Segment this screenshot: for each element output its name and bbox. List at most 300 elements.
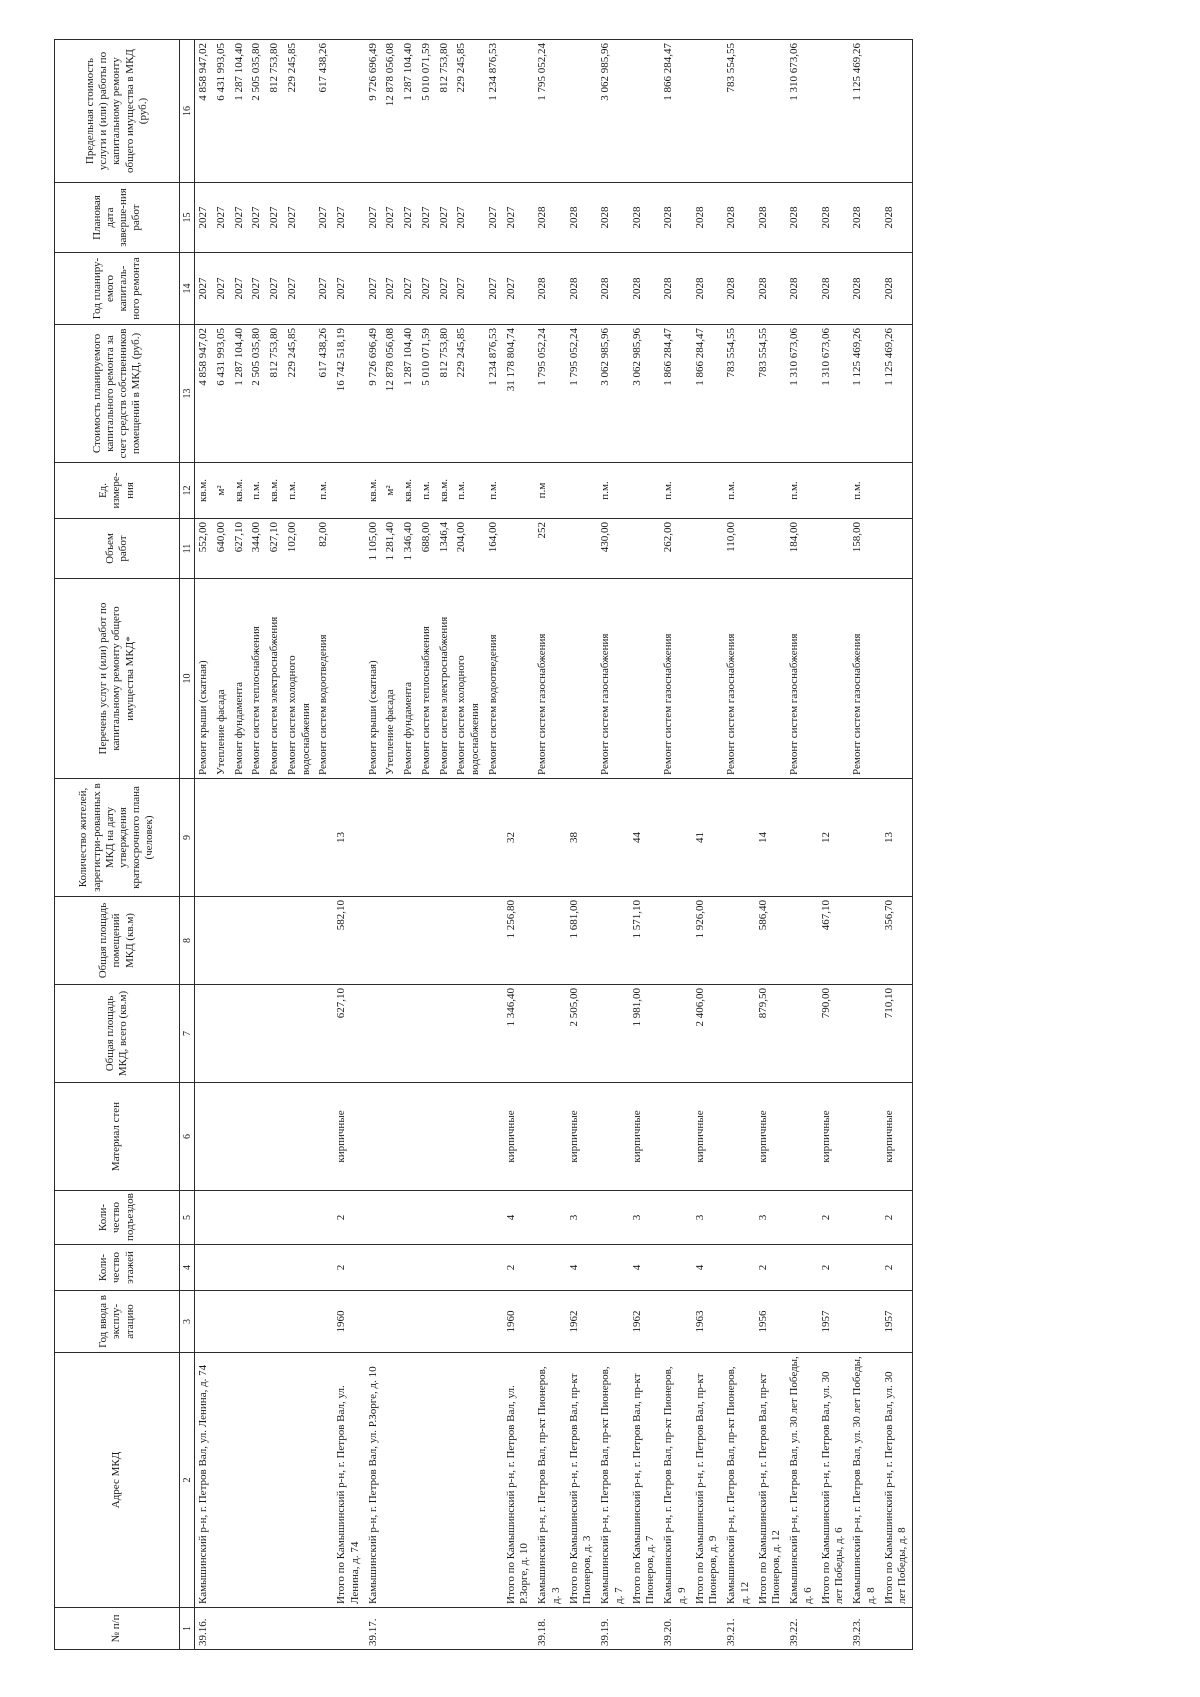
cell-repair-year: 2027 xyxy=(453,253,485,325)
cell-floors: 2 xyxy=(818,1245,850,1291)
cell-entrances xyxy=(418,1191,436,1245)
column-number: 6 xyxy=(180,1083,195,1191)
cell-address xyxy=(453,1353,485,1608)
column-number-row xyxy=(180,40,195,1650)
cell-unit xyxy=(503,463,535,519)
cell-max-cost: 229 245,85 xyxy=(453,40,485,183)
cell-max-cost xyxy=(566,40,598,183)
cell-cost: 1 125 469,26 xyxy=(849,325,881,463)
cell-wall-material xyxy=(365,1083,383,1191)
cell-address xyxy=(248,1353,266,1608)
cell-wall-material xyxy=(213,1083,231,1191)
cell-cost: 1 866 284,47 xyxy=(692,325,724,463)
cell-floors xyxy=(231,1245,249,1291)
cell-commission-year xyxy=(266,1291,284,1353)
cell-work-type: Ремонт фундамента xyxy=(400,579,418,779)
cell-total-area: 2 406,00 xyxy=(692,985,724,1083)
cell-work-volume xyxy=(755,519,787,579)
cell-residents xyxy=(382,779,400,897)
cell-cost: 1 310 673,06 xyxy=(786,325,818,463)
cell-work-type xyxy=(503,579,535,779)
cell-row-number xyxy=(692,1608,724,1650)
table-row xyxy=(315,40,333,1650)
cell-work-type: Ремонт систем теплоснабжения xyxy=(418,579,436,779)
cell-address xyxy=(418,1353,436,1608)
cell-total-area xyxy=(849,985,881,1083)
cell-unit: п.м xyxy=(534,463,566,519)
col-header-residents: Количество жителей, зарегистри-рованных в МКД на дату утверждения краткосрочного плана (человек) xyxy=(55,779,180,897)
cell-cost: 12 878 056,08 xyxy=(382,325,400,463)
cell-unit xyxy=(755,463,787,519)
cell-repair-year: 2028 xyxy=(881,253,913,325)
cell-total-area xyxy=(485,985,503,1083)
cell-entrances xyxy=(660,1191,692,1245)
cell-row-number xyxy=(213,1608,231,1650)
cell-cost: 1 287 104,40 xyxy=(231,325,249,463)
col-header-year: Год ввода в эксплу-атацию xyxy=(55,1291,180,1353)
cell-end-date: 2028 xyxy=(566,183,598,253)
cell-row-number xyxy=(418,1608,436,1650)
cell-repair-year: 2027 xyxy=(213,253,231,325)
table-row xyxy=(849,40,881,1650)
cell-work-volume xyxy=(629,519,661,579)
cell-entrances xyxy=(248,1191,266,1245)
cell-work-volume: 1 346,40 xyxy=(400,519,418,579)
cell-premises-area xyxy=(660,897,692,985)
cell-address xyxy=(436,1353,454,1608)
cell-residents: 44 xyxy=(629,779,661,897)
cell-entrances: 2 xyxy=(881,1191,913,1245)
cell-premises-area: 356,70 xyxy=(881,897,913,985)
cell-floors xyxy=(786,1245,818,1291)
cell-unit: п.м. xyxy=(418,463,436,519)
cell-max-cost xyxy=(755,40,787,183)
cell-cost: 229 245,85 xyxy=(284,325,316,463)
cell-max-cost: 617 438,26 xyxy=(315,40,333,183)
cell-residents xyxy=(248,779,266,897)
cell-total-area xyxy=(213,985,231,1083)
cell-end-date: 2027 xyxy=(365,183,383,253)
col-header-cost: Стоимость планируемого капитального ремонта за счет средств собственников помещений в МКД, (руб.) xyxy=(55,325,180,463)
cell-floors xyxy=(597,1245,629,1291)
cell-repair-year: 2027 xyxy=(503,253,535,325)
cell-floors xyxy=(365,1245,383,1291)
cell-unit: п.м. xyxy=(248,463,266,519)
cell-repair-year: 2028 xyxy=(629,253,661,325)
cell-repair-year: 2027 xyxy=(231,253,249,325)
cell-wall-material xyxy=(436,1083,454,1191)
cell-cost: 229 245,85 xyxy=(453,325,485,463)
cell-wall-material: кирпичные xyxy=(333,1083,365,1191)
table-row xyxy=(786,40,818,1650)
cell-residents xyxy=(400,779,418,897)
cell-wall-material xyxy=(195,1083,213,1191)
cell-commission-year: 1956 xyxy=(755,1291,787,1353)
cell-address: Камышинский р-н, г. Петров Вал, пр-кт Пионеров, д. 9 xyxy=(660,1353,692,1608)
col-header-total-area: Общая площадь МКД, всего (кв.м) xyxy=(55,985,180,1083)
cell-max-cost: 1 310 673,06 xyxy=(786,40,818,183)
cell-wall-material xyxy=(849,1083,881,1191)
cell-repair-year: 2027 xyxy=(436,253,454,325)
cell-wall-material xyxy=(786,1083,818,1191)
cell-total-area xyxy=(231,985,249,1083)
cell-row-number xyxy=(333,1608,365,1650)
cell-unit: м² xyxy=(382,463,400,519)
cell-cost: 3 062 985,96 xyxy=(629,325,661,463)
cell-work-volume: 1346,4 xyxy=(436,519,454,579)
cell-row-number: 39.21. xyxy=(723,1608,755,1650)
cell-premises-area xyxy=(365,897,383,985)
cell-commission-year: 1957 xyxy=(881,1291,913,1353)
table-row xyxy=(231,40,249,1650)
col-header-volume: Объем работ xyxy=(55,519,180,579)
col-header-max-cost: Предельная стоимость услуги и (или) работы по капитальному ремонту общего имущества в МКД (руб.) xyxy=(55,40,180,183)
cell-address: Итого по Камышинский р-н, г. Петров Вал, пр-кт Пионеров, д. 7 xyxy=(629,1353,661,1608)
cell-total-area xyxy=(534,985,566,1083)
cell-entrances xyxy=(213,1191,231,1245)
cell-total-area xyxy=(453,985,485,1083)
cell-row-number xyxy=(284,1608,316,1650)
cell-wall-material xyxy=(231,1083,249,1191)
cell-row-number xyxy=(629,1608,661,1650)
capital-repair-table xyxy=(54,39,913,1650)
cell-floors xyxy=(400,1245,418,1291)
cell-unit xyxy=(629,463,661,519)
col-header-repair-year: Год планиру-емого капиталь-ного ремонта xyxy=(55,253,180,325)
col-header-works: Перечень услуг и (или) работ по капитальному ремонту общего имущества МКД* xyxy=(55,579,180,779)
cell-repair-year: 2027 xyxy=(266,253,284,325)
column-number: 1 xyxy=(180,1608,195,1650)
cell-cost: 1 795 052,24 xyxy=(534,325,566,463)
cell-work-type: Ремонт систем электроснабжения xyxy=(436,579,454,779)
cell-premises-area xyxy=(231,897,249,985)
cell-cost: 1 234 876,53 xyxy=(485,325,503,463)
cell-wall-material: кирпичные xyxy=(692,1083,724,1191)
cell-entrances xyxy=(597,1191,629,1245)
cell-entrances xyxy=(284,1191,316,1245)
cell-repair-year: 2028 xyxy=(660,253,692,325)
cell-work-type: Ремонт систем водоотведения xyxy=(315,579,333,779)
cell-work-type: Утепление фасада xyxy=(382,579,400,779)
cell-row-number xyxy=(453,1608,485,1650)
cell-total-area: 879,50 xyxy=(755,985,787,1083)
table-row xyxy=(400,40,418,1650)
cell-work-volume: 82,00 xyxy=(315,519,333,579)
cell-residents: 32 xyxy=(503,779,535,897)
column-number: 4 xyxy=(180,1245,195,1291)
table-row xyxy=(881,40,913,1650)
cell-commission-year xyxy=(248,1291,266,1353)
cell-premises-area xyxy=(786,897,818,985)
cell-floors xyxy=(382,1245,400,1291)
column-number: 10 xyxy=(180,579,195,779)
cell-cost: 1 795 052,24 xyxy=(566,325,598,463)
cell-address: Камышинский р-н, г. Петров Вал, пр-кт Пионеров, д. 12 xyxy=(723,1353,755,1608)
cell-work-volume: 204,00 xyxy=(453,519,485,579)
cell-commission-year: 1963 xyxy=(692,1291,724,1353)
cell-floors xyxy=(485,1245,503,1291)
cell-end-date: 2027 xyxy=(213,183,231,253)
cell-end-date: 2027 xyxy=(485,183,503,253)
cell-total-area xyxy=(660,985,692,1083)
cell-commission-year: 1960 xyxy=(333,1291,365,1353)
header-row xyxy=(55,40,180,1650)
cell-entrances: 3 xyxy=(692,1191,724,1245)
column-number: 16 xyxy=(180,40,195,183)
cell-unit: кв.м. xyxy=(195,463,213,519)
cell-commission-year xyxy=(382,1291,400,1353)
cell-max-cost xyxy=(881,40,913,183)
cell-commission-year xyxy=(723,1291,755,1353)
cell-work-volume: 627,10 xyxy=(266,519,284,579)
cell-work-volume: 262,00 xyxy=(660,519,692,579)
cell-unit xyxy=(818,463,850,519)
cell-row-number xyxy=(503,1608,535,1650)
cell-cost: 783 554,55 xyxy=(723,325,755,463)
cell-unit: п.м. xyxy=(849,463,881,519)
cell-wall-material xyxy=(284,1083,316,1191)
cell-max-cost: 812 753,80 xyxy=(266,40,284,183)
cell-unit: п.м. xyxy=(453,463,485,519)
cell-premises-area xyxy=(315,897,333,985)
table-row xyxy=(692,40,724,1650)
cell-premises-area: 582,10 xyxy=(333,897,365,985)
cell-end-date: 2028 xyxy=(629,183,661,253)
cell-entrances: 3 xyxy=(566,1191,598,1245)
cell-total-area xyxy=(315,985,333,1083)
cell-floors: 4 xyxy=(692,1245,724,1291)
cell-repair-year: 2028 xyxy=(723,253,755,325)
cell-premises-area: 586,40 xyxy=(755,897,787,985)
cell-entrances xyxy=(315,1191,333,1245)
cell-entrances xyxy=(723,1191,755,1245)
cell-unit xyxy=(333,463,365,519)
cell-repair-year: 2027 xyxy=(418,253,436,325)
cell-unit: п.м. xyxy=(485,463,503,519)
cell-address: Камышинский р-н, г. Петров Вал, ул. 30 лет Победы, д. 8 xyxy=(849,1353,881,1608)
cell-repair-year: 2028 xyxy=(818,253,850,325)
cell-floors xyxy=(284,1245,316,1291)
cell-total-area xyxy=(786,985,818,1083)
cell-row-number: 39.19. xyxy=(597,1608,629,1650)
cell-row-number xyxy=(755,1608,787,1650)
cell-end-date: 2027 xyxy=(418,183,436,253)
cell-work-volume xyxy=(566,519,598,579)
cell-repair-year: 2027 xyxy=(485,253,503,325)
cell-premises-area: 1 571,10 xyxy=(629,897,661,985)
cell-entrances xyxy=(266,1191,284,1245)
cell-end-date: 2028 xyxy=(692,183,724,253)
cell-repair-year: 2028 xyxy=(849,253,881,325)
cell-work-type: Ремонт фундамента xyxy=(231,579,249,779)
cell-max-cost: 3 062 985,96 xyxy=(597,40,629,183)
cell-entrances xyxy=(365,1191,383,1245)
cell-unit: п.м. xyxy=(786,463,818,519)
cell-floors: 4 xyxy=(566,1245,598,1291)
cell-cost: 617 438,26 xyxy=(315,325,333,463)
col-header-floors: Коли-чество этажей xyxy=(55,1245,180,1291)
cell-end-date: 2028 xyxy=(818,183,850,253)
table-row xyxy=(629,40,661,1650)
cell-work-type: Ремонт крыши (скатная) xyxy=(195,579,213,779)
table-row xyxy=(534,40,566,1650)
cell-max-cost: 783 554,55 xyxy=(723,40,755,183)
table-row xyxy=(365,40,383,1650)
cell-work-volume xyxy=(818,519,850,579)
cell-work-type xyxy=(629,579,661,779)
column-number: 12 xyxy=(180,463,195,519)
cell-max-cost: 1 795 052,24 xyxy=(534,40,566,183)
cell-work-type: Ремонт систем холодного водоснабжения xyxy=(284,579,316,779)
cell-row-number xyxy=(231,1608,249,1650)
cell-repair-year: 2028 xyxy=(534,253,566,325)
cell-wall-material: кирпичные xyxy=(503,1083,535,1191)
cell-entrances xyxy=(453,1191,485,1245)
cell-cost: 5 010 071,59 xyxy=(418,325,436,463)
table-row xyxy=(755,40,787,1650)
table-row xyxy=(723,40,755,1650)
table-row xyxy=(195,40,213,1650)
cell-cost: 2 505 035,80 xyxy=(248,325,266,463)
cell-floors: 4 xyxy=(629,1245,661,1291)
cell-wall-material xyxy=(485,1083,503,1191)
cell-floors: 2 xyxy=(503,1245,535,1291)
cell-floors xyxy=(315,1245,333,1291)
cell-work-volume xyxy=(503,519,535,579)
cell-residents xyxy=(597,779,629,897)
cell-work-volume: 184,00 xyxy=(786,519,818,579)
cell-address xyxy=(266,1353,284,1608)
col-header-end-date: Плановая дата заверше-ния работ xyxy=(55,183,180,253)
cell-residents: 12 xyxy=(818,779,850,897)
cell-work-type: Ремонт систем газоснабжения xyxy=(723,579,755,779)
cell-max-cost: 12 878 056,08 xyxy=(382,40,400,183)
cell-max-cost: 1 287 104,40 xyxy=(400,40,418,183)
cell-row-number: 39.17. xyxy=(365,1608,383,1650)
cell-cost: 6 431 993,05 xyxy=(213,325,231,463)
cell-wall-material xyxy=(534,1083,566,1191)
cell-repair-year: 2027 xyxy=(382,253,400,325)
cell-residents xyxy=(195,779,213,897)
cell-residents: 41 xyxy=(692,779,724,897)
table-row xyxy=(382,40,400,1650)
column-number: 7 xyxy=(180,985,195,1083)
cell-row-number xyxy=(382,1608,400,1650)
cell-end-date: 2028 xyxy=(723,183,755,253)
cell-commission-year: 1960 xyxy=(503,1291,535,1353)
cell-unit: п.м. xyxy=(660,463,692,519)
table-row xyxy=(284,40,316,1650)
cell-address: Итого по Камышинский р-н, г. Петров Вал, ул. Ленина, д. 74 xyxy=(333,1353,365,1608)
cell-premises-area xyxy=(213,897,231,985)
cell-work-type: Ремонт крыши (скатная) xyxy=(365,579,383,779)
cell-row-number xyxy=(400,1608,418,1650)
cell-work-volume: 627,10 xyxy=(231,519,249,579)
cell-address: Итого по Камышинский р-н, г. Петров Вал, ул. 30 лет Победы, д. 8 xyxy=(881,1353,913,1608)
cell-work-volume: 344,00 xyxy=(248,519,266,579)
cell-row-number: 39.23. xyxy=(849,1608,881,1650)
cell-premises-area xyxy=(485,897,503,985)
cell-premises-area xyxy=(849,897,881,985)
cell-wall-material: кирпичные xyxy=(881,1083,913,1191)
cell-commission-year xyxy=(453,1291,485,1353)
cell-address xyxy=(382,1353,400,1608)
cell-end-date: 2027 xyxy=(436,183,454,253)
cell-address xyxy=(485,1353,503,1608)
column-number: 11 xyxy=(180,519,195,579)
cell-wall-material xyxy=(723,1083,755,1191)
cell-work-volume xyxy=(333,519,365,579)
cell-residents: 13 xyxy=(881,779,913,897)
cell-premises-area: 1 681,00 xyxy=(566,897,598,985)
cell-floors xyxy=(436,1245,454,1291)
cell-row-number: 39.18. xyxy=(534,1608,566,1650)
cell-cost: 31 178 804,74 xyxy=(503,325,535,463)
cell-unit: кв.м. xyxy=(365,463,383,519)
cell-total-area xyxy=(382,985,400,1083)
cell-entrances xyxy=(231,1191,249,1245)
cell-residents xyxy=(660,779,692,897)
cell-commission-year xyxy=(485,1291,503,1353)
cell-residents xyxy=(365,779,383,897)
cell-residents xyxy=(418,779,436,897)
cell-repair-year: 2027 xyxy=(315,253,333,325)
cell-row-number xyxy=(248,1608,266,1650)
cell-work-volume xyxy=(881,519,913,579)
cell-entrances: 4 xyxy=(503,1191,535,1245)
cell-residents xyxy=(284,779,316,897)
cell-max-cost: 2 505 035,80 xyxy=(248,40,266,183)
cell-work-type: Ремонт систем газоснабжения xyxy=(849,579,881,779)
cell-cost: 1 866 284,47 xyxy=(660,325,692,463)
cell-end-date: 2027 xyxy=(195,183,213,253)
cell-floors xyxy=(418,1245,436,1291)
cell-max-cost: 9 726 696,49 xyxy=(365,40,383,183)
cell-cost: 16 742 518,19 xyxy=(333,325,365,463)
cell-entrances: 2 xyxy=(818,1191,850,1245)
cell-work-type xyxy=(566,579,598,779)
table-row xyxy=(660,40,692,1650)
column-number: 8 xyxy=(180,897,195,985)
cell-floors xyxy=(660,1245,692,1291)
cell-entrances: 3 xyxy=(629,1191,661,1245)
cell-work-type: Ремонт систем водоотведения xyxy=(485,579,503,779)
cell-work-volume: 1 105,00 xyxy=(365,519,383,579)
cell-unit: п.м. xyxy=(723,463,755,519)
cell-address: Итого по Камышинский р-н, г. Петров Вал, пр-кт Пионеров, д. 12 xyxy=(755,1353,787,1608)
cell-floors xyxy=(534,1245,566,1291)
cell-premises-area: 1 256,80 xyxy=(503,897,535,985)
table-body xyxy=(195,40,913,1650)
cell-max-cost: 5 010 071,59 xyxy=(418,40,436,183)
table-row xyxy=(418,40,436,1650)
cell-max-cost: 229 245,85 xyxy=(284,40,316,183)
cell-end-date: 2027 xyxy=(248,183,266,253)
cell-row-number: 39.22. xyxy=(786,1608,818,1650)
cell-max-cost: 1 287 104,40 xyxy=(231,40,249,183)
cell-end-date: 2028 xyxy=(534,183,566,253)
cell-wall-material xyxy=(660,1083,692,1191)
cell-floors: 2 xyxy=(881,1245,913,1291)
cell-end-date: 2027 xyxy=(382,183,400,253)
cell-premises-area xyxy=(723,897,755,985)
cell-work-volume: 430,00 xyxy=(597,519,629,579)
cell-work-volume: 552,00 xyxy=(195,519,213,579)
cell-max-cost: 812 753,80 xyxy=(436,40,454,183)
cell-work-volume: 110,00 xyxy=(723,519,755,579)
cell-max-cost xyxy=(818,40,850,183)
cell-work-type xyxy=(755,579,787,779)
